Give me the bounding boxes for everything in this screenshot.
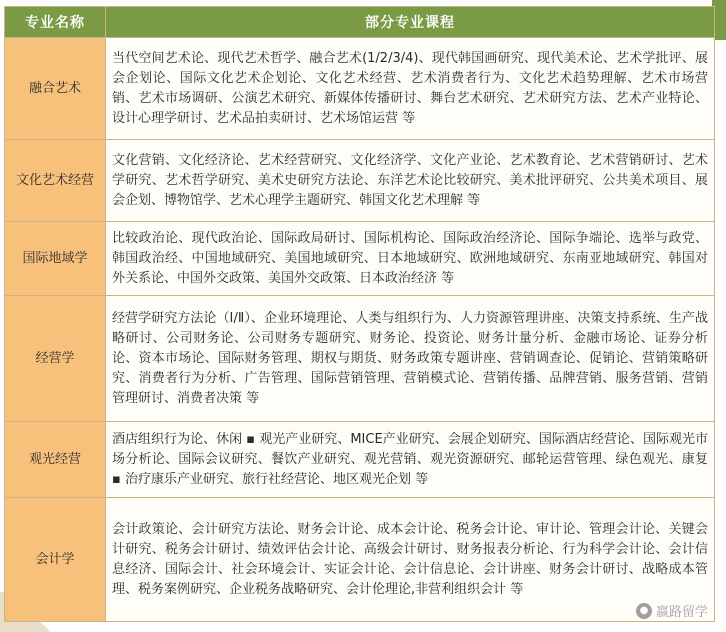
table-header-row	[5, 7, 715, 38]
major-name: 观光经营	[5, 422, 106, 498]
table-row	[5, 498, 715, 622]
major-name: 融合艺术	[5, 38, 106, 140]
header-major: 专业名称	[5, 7, 106, 38]
major-name: 经营学	[5, 296, 106, 422]
major-name: 会计学	[5, 498, 106, 622]
course-list: 文化营销、文化经济论、艺术经营研究、文化经济学、文化产业论、艺术教育论、艺术营销研讨、艺术学研究、艺术哲学研究、美术史研究方法论、东洋艺术论比较研究、美术批评研究、公共美术项目、展会企划、博物馆学、艺术心理学主题研究、韩国文化艺术理解 等	[106, 140, 715, 222]
watermark-text: 嬴路留学	[655, 605, 708, 620]
table-row	[5, 296, 715, 422]
course-list: 经营学研究方法论（Ⅰ/Ⅱ）、企业环境理论、人类与组织行为、人力资源管理讲座、决策支持系统、生产战略研讨、公司财务论、公司财务专题研究、财务论、投资论、财务计量分析、金融市场论、证券分析论、资本市场论、国际财务管理、期权与期货、财务政策专题讲座、营销调查论、促销论、营销策略研究、消费者行为分析、广告管理、国际营销管理、营销模式论、营销传播、品牌营销、服务营销、营销管理研讨、消费者决策 等	[106, 296, 715, 422]
course-list: 比较政治论、现代政治论、国际政局研讨、国际机构论、国际政治经济论、国际争端论、选举与政党、韩国政治经、中国地域研究、美国地域研究、日本地域研究、欧洲地域研究、东南亚地域研究、韩国对外关系论、中国外交政策、美国外交政策、日本政治经济 等	[106, 222, 715, 296]
major-name: 国际地域学	[5, 222, 106, 296]
table-row	[5, 422, 715, 498]
course-list: 当代空间艺术论、现代艺术哲学、融合艺术(1/2/3/4)、现代韩国画研究、现代美术论、艺术学批评、展会企划论、国际文化艺术企划论、文化艺术经营、艺术消费者行为、文化艺术趋势理解、艺术市场营销、艺术市场调研、公演艺术研究、新媒体传播研讨、舞台艺术研究、艺术研究方法、艺术产业特论、设计心理学研讨、艺术品拍卖研讨、艺术场馆运营 等	[106, 38, 715, 140]
course-table	[4, 6, 715, 622]
table-row	[5, 140, 715, 222]
course-list: 会计政策论、会计研究方法论、财务会计论、成本会计论、税务会计论、审计论、管理会计论、关键会计研究、税务会计研讨、绩效评估会计论、高级会计研讨、财务报表分析论、行为科学会计论、会计信息经济、国际会计、社会环境会计、实证会计论、会计信息论、会计讲座、财务会计研讨、战略成本管理、税务案例研究、企业税务战略研究、会计伦理论,非营利组织会计 等	[106, 498, 715, 622]
header-courses: 部分专业课程	[106, 7, 715, 38]
watermark	[636, 601, 708, 620]
wechat-icon: ●	[636, 603, 652, 619]
course-list: 酒店组织行为论、休闲 ▪ 观光产业研究、MICE产业研究、会展企划研究、国际酒店经营论、国际观光市场分析论、国际会议研究、餐饮产业研究、观光营销、观光资源研究、邮轮运营管理、绿色观光、康复 ▪ 治疗康乐产业研究、旅行社经营论、地区观光企划 等	[106, 422, 715, 498]
table-row	[5, 222, 715, 296]
table-row	[5, 38, 715, 140]
major-name: 文化艺术经营	[5, 140, 106, 222]
